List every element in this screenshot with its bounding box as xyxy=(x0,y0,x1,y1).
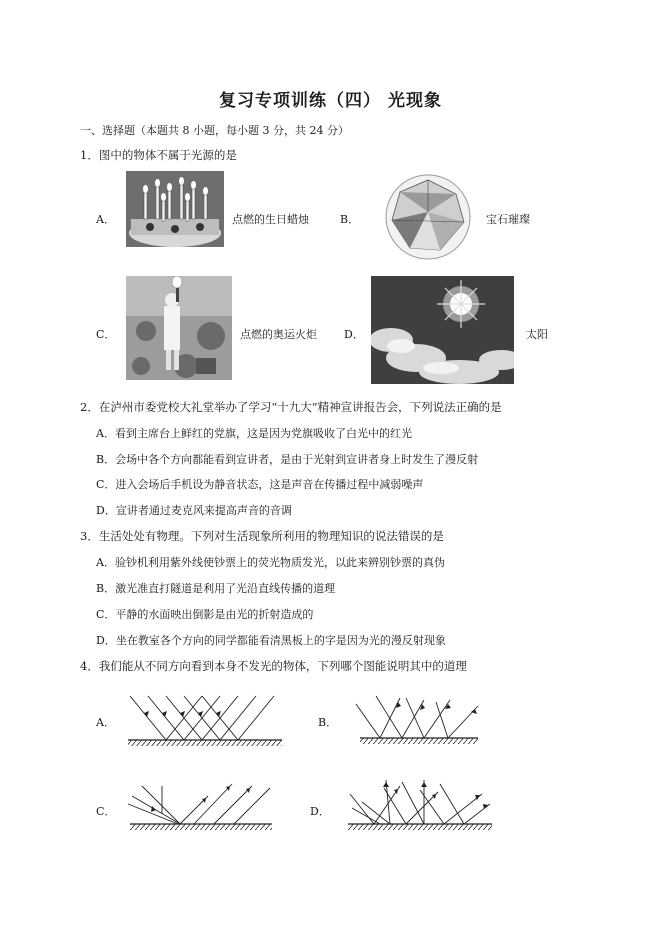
q2-option-d: D．宣讲者通过麦克风来提高声音的音调 xyxy=(96,504,292,517)
q2-option-a: A．看到主席台上鲜红的党旗，这是因为党旗吸收了白光中的红光 xyxy=(96,427,412,440)
q1-option-c-letter: C． xyxy=(96,328,116,341)
gemstone-image xyxy=(380,172,476,262)
section-heading: 一、选择题（本题共 8 小题，每小题 3 分，共 24 分） xyxy=(80,124,349,137)
q1-option-d-caption: 太阳 xyxy=(526,328,548,341)
q3-option-b: B．激光准直打隧道是利用了光沿直线传播的道理 xyxy=(96,582,336,595)
q1-option-b-caption: 宝石璀璨 xyxy=(486,213,530,226)
question-1-stem: 1．图中的物体不属于光源的是 xyxy=(80,148,237,162)
q1-option-b-letter: B． xyxy=(340,213,360,226)
reflection-diagram-c xyxy=(122,774,282,834)
q1-option-d-letter: D． xyxy=(344,328,364,341)
sun-image xyxy=(371,276,514,384)
q4-option-c-letter: C． xyxy=(96,805,116,818)
question-4-stem: 4．我们能从不同方向看到本身不发光的物体，下列哪个图能说明其中的道理 xyxy=(80,659,467,673)
q1-option-a-letter: A． xyxy=(96,213,115,226)
q3-option-a: A．验钞机利用紫外线使钞票上的荧光物质发光，以此来辨别钞票的真伪 xyxy=(96,556,445,569)
q2-option-c: C．进入会场后手机设为静音状态，这是声音在传播过程中减弱噪声 xyxy=(96,478,424,491)
reflection-diagram-a xyxy=(120,688,290,748)
question-2-stem: 2．在泸州市委党校大礼堂举办了学习“十九大”精神宣讲报告会，下列说法正确的是 xyxy=(80,400,502,414)
reflection-diagram-d xyxy=(340,774,500,834)
q3-option-c: C．平静的水面映出倒影是由光的折射造成的 xyxy=(96,608,314,621)
page-title: 复习专项训练（四） 光现象 xyxy=(219,91,442,111)
q4-option-a-letter: A． xyxy=(96,716,115,729)
q2-option-b: B．会场中各个方向都能看到宣讲者，是由于光射到宣讲者身上时发生了漫反射 xyxy=(96,453,479,466)
q4-option-d-letter: D． xyxy=(310,805,330,818)
q3-option-d: D．坐在教室各个方向的同学都能看清黑板上的字是因为光的漫反射现象 xyxy=(96,634,446,647)
reflection-diagram-b xyxy=(350,688,490,748)
question-3-stem: 3．生活处处有物理。下列对生活现象所利用的物理知识的说法错误的是 xyxy=(80,529,444,543)
birthday-candles-image xyxy=(126,171,224,247)
olympic-torch-image xyxy=(126,276,232,380)
q4-option-b-letter: B． xyxy=(318,716,338,729)
q1-option-a-caption: 点燃的生日蜡烛 xyxy=(232,213,309,226)
q1-option-c-caption: 点燃的奥运火炬 xyxy=(240,328,317,341)
